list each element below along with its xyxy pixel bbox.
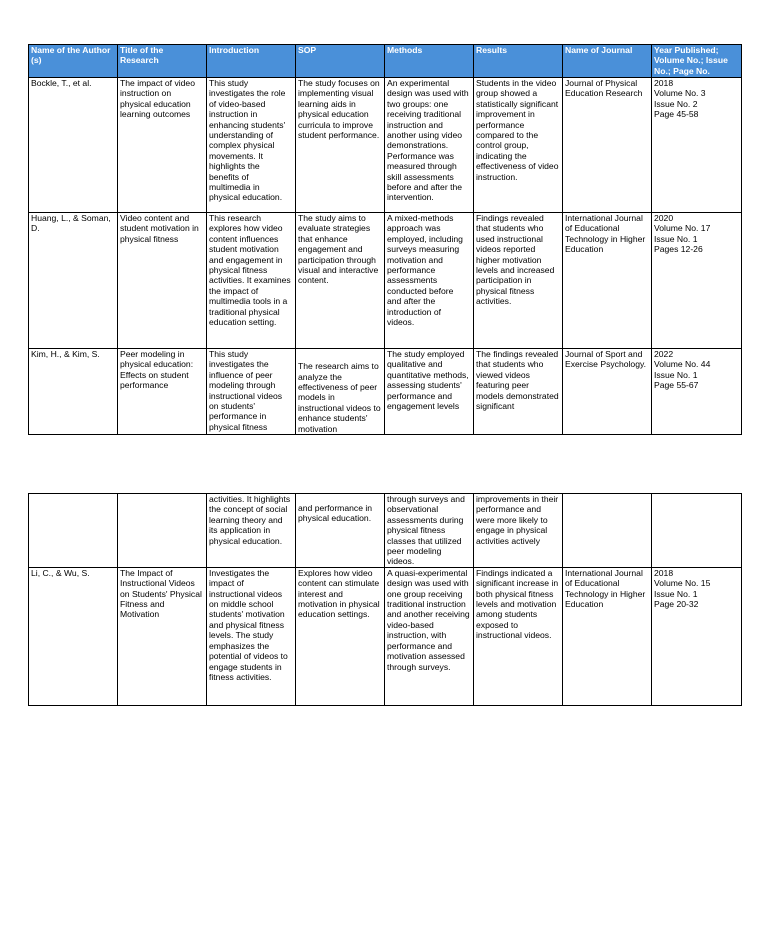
cell-text: Huang, L., & Soman, D. <box>31 213 111 234</box>
cell-text: Explores how video content can stimulate interest and motivation in physical education settings. <box>298 567 380 620</box>
cell-text: This study investigates the influence of peer modeling through instructional videos on students' performance in physical fitness <box>209 349 283 432</box>
cell-journal <box>563 78 652 213</box>
cell-author <box>29 213 118 349</box>
cell-text: activities. It highlights the concept of social learning theory and its application in physical education. <box>209 494 291 546</box>
cell-publication <box>652 213 742 349</box>
header-results: Results <box>474 45 563 78</box>
cell-text: Peer modeling in physical education: Effects on student performance <box>120 349 194 391</box>
cell-publication <box>652 494 742 568</box>
cell-methods <box>385 349 474 435</box>
cell-results <box>474 78 563 213</box>
cell-text: Findings revealed that students who used instructional videos reported higher motivation levels and increased participation in physical fitness activities. <box>476 213 555 307</box>
cell-text: Findings indicated a significant increase in both physical fitness levels and motivation among students exposed to instructional videos. <box>476 567 559 641</box>
header-title: Title of the Research <box>118 45 207 78</box>
cell-introduction <box>207 349 296 435</box>
cell-journal <box>563 494 652 568</box>
literature-table-part-1 <box>28 44 742 435</box>
cell-text: Students in the video group showed a statistically significant improvement in performance compared to the control group, indicating the effectiveness of video instruction. <box>476 78 559 182</box>
cell-text: 2018 Volume No. 3 Issue No. 2 Page 45-58 <box>654 78 706 120</box>
cell-journal <box>563 567 652 705</box>
cell-author <box>29 349 118 435</box>
cell-text: Video content and student motivation in physical fitness <box>120 213 199 244</box>
table-row-continued <box>29 494 742 568</box>
table-header-row <box>29 45 742 78</box>
cell-publication <box>652 349 742 435</box>
cell-text: Kim, H., & Kim, S. <box>31 349 100 359</box>
cell-results <box>474 567 563 705</box>
cell-methods <box>385 78 474 213</box>
cell-text: International Journal of Educational Technology in Higher Education <box>565 567 646 610</box>
cell-text: International Journal of Educational Technology in Higher Education <box>565 213 646 255</box>
header-methods: Methods <box>385 45 474 78</box>
cell-author <box>29 78 118 213</box>
cell-journal <box>563 213 652 349</box>
cell-text: The research aims to analyze the effectiveness of peer models in instructional videos to enhance students' motivation <box>298 361 381 434</box>
cell-text: The study employed qualitative and quantitative methods, assessing students' performance and engagement levels <box>387 349 469 412</box>
cell-text: 2022 Volume No. 44 Issue No. 1 Page 55-67 <box>654 349 711 391</box>
table-row <box>29 213 742 349</box>
cell-text: 2018 Volume No. 15 Issue No. 1 Page 20-32 <box>654 567 711 610</box>
literature-table-part-2 <box>28 493 742 706</box>
cell-journal <box>563 349 652 435</box>
cell-sop <box>296 78 385 213</box>
cell-text: Investigates the impact of instructional videos on middle school students' motivation and physical fitness levels. The study emphasizes the potential of videos to engage students in fitness activities. <box>209 567 288 682</box>
cell-title <box>118 349 207 435</box>
cell-title <box>118 213 207 349</box>
header-introduction: Introduction <box>207 45 296 78</box>
cell-text: Journal of Physical Education Research <box>565 78 643 99</box>
cell-sop <box>296 349 385 435</box>
cell-text: The study aims to evaluate strategies that enhance engagement and participation through visual and interactive content. <box>298 213 379 286</box>
header-publication: Year Published; Volume No.; Issue No.; Page No. <box>652 45 742 78</box>
table-row <box>29 567 742 705</box>
cell-publication <box>652 567 742 705</box>
cell-text: A mixed-methods approach was employed, including surveys measuring motivation and performance assessments conducted before and after the introduction of videos. <box>387 213 463 328</box>
cell-text: Bockle, T., et al. <box>31 78 92 88</box>
cell-text: The impact of video instruction on physical education learning outcomes <box>120 78 195 120</box>
cell-text: The study focuses on implementing visual learning aids in physical education curricula to improve student performance. <box>298 78 380 141</box>
cell-sop <box>296 494 385 568</box>
cell-results <box>474 213 563 349</box>
cell-title <box>118 567 207 705</box>
cell-text: and performance in physical education. <box>298 503 373 524</box>
cell-text: through surveys and observational assessments during physical fitness classes that utilized peer modeling videos. <box>387 494 465 567</box>
cell-publication <box>652 78 742 213</box>
header-journal: Name of Journal <box>563 45 652 78</box>
cell-introduction <box>207 567 296 705</box>
cell-introduction <box>207 78 296 213</box>
cell-text: This study investigates the role of video-based instruction in enhancing students' understanding of complex physical movements. It highlights the benefits of multimedia in physical education. <box>209 78 286 203</box>
header-author: Name of the Author (s) <box>29 45 118 78</box>
cell-methods <box>385 494 474 568</box>
cell-introduction <box>207 494 296 568</box>
header-sop: SOP <box>296 45 385 78</box>
cell-sop <box>296 213 385 349</box>
cell-author <box>29 494 118 568</box>
cell-title <box>118 78 207 213</box>
cell-text: The findings revealed that students who viewed videos featuring peer models demonstrated significant <box>476 349 559 412</box>
cell-methods <box>385 567 474 705</box>
cell-text: Journal of Sport and Exercise Psychology. <box>565 349 647 370</box>
cell-text: This research explores how video content influences student motivation and engagement in physical fitness activities. It examines the impact of multimedia tools in a traditional physical education setting. <box>209 213 291 328</box>
cell-text: improvements in their performance and were more likely to engage in physical activities actively <box>476 494 559 546</box>
cell-text: Li, C., & Wu, S. <box>31 567 90 578</box>
cell-methods <box>385 213 474 349</box>
cell-sop <box>296 567 385 705</box>
cell-results <box>474 494 563 568</box>
cell-author <box>29 567 118 705</box>
cell-text: A quasi-experimental design was used with one group receiving traditional instruction and another receiving video-based instruction, with performance and motivation assessed through surveys. <box>387 567 470 672</box>
table-row <box>29 78 742 213</box>
cell-text: An experimental design was used with two groups: one receiving traditional instruction and another using video demonstrations. Performance was measured through skill assessments before and after the intervention. <box>387 78 469 203</box>
cell-results <box>474 349 563 435</box>
table-row <box>29 349 742 435</box>
cell-introduction <box>207 213 296 349</box>
cell-text: 2020 Volume No. 17 Issue No. 1 Pages 12-26 <box>654 213 711 255</box>
cell-title <box>118 494 207 568</box>
cell-text: The Impact of Instructional Videos on Students' Physical Fitness and Motivation <box>120 567 202 620</box>
